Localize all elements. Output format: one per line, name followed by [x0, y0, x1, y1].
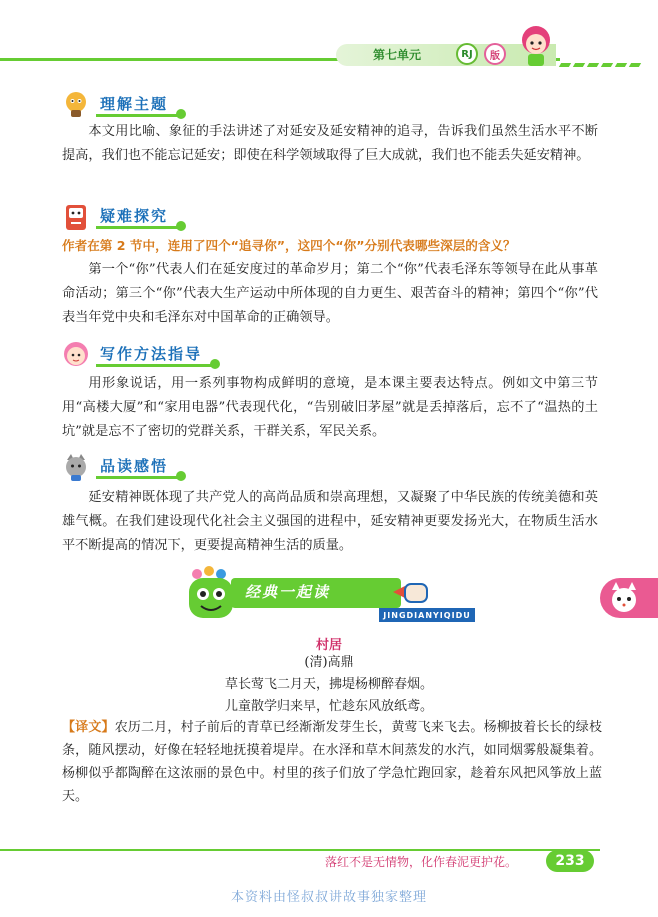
poem-line-1: 草长莺飞二月天，拂堤杨柳醉春烟。 [224, 677, 433, 692]
writing-text: 用形象说话，用一系列事物构成鲜明的意境，是本课主要表达特点。例如文中第三节用“高楼大厦”和“家用电器”代表现代化，“告别破旧茅屋”就是丢掉落后，忘不了“温热的土坑”就是忘不了密切的党群关系，干群关系，军民关系。 [62, 376, 598, 439]
footer-motto: 落红不是无情物，化作春泥更护花。 [325, 855, 518, 869]
lightbulb-mascot-icon [62, 90, 90, 120]
cat-mascot-icon [62, 452, 90, 482]
classic-reading-banner [185, 566, 475, 626]
section-title: 疑难探究 [96, 206, 182, 229]
reading-text: 延安精神既体现了共产党人的高尚品质和崇高理想，又凝聚了中华民族的传统美德和英雄气概。在我们建设现代化社会主义强国的进程中，延安精神更要发扬光大，在物质生活水平不断提高的情况下，更要提高精神生活的质量。 [62, 490, 598, 553]
notebook-mascot-icon [62, 202, 90, 232]
girl-face-icon [62, 340, 90, 370]
watermark-text: 本资料由怪叔叔讲故事独家整理 [230, 890, 427, 905]
page-number: 233 [546, 850, 594, 872]
header-decoration [560, 52, 658, 66]
section-title: 写作方法指导 [96, 344, 216, 367]
puzzle-question: 作者在第 2 节中，连用了四个“追寻你”，这四个“你”分别代表哪些深层的含义？ [62, 238, 516, 253]
poem-translation [62, 716, 602, 808]
footer-line [0, 849, 600, 851]
translation-tag: 【译文】 [62, 720, 115, 735]
fox-face-icon [604, 578, 644, 618]
poem-title: 村居 [315, 638, 342, 653]
section-title: 品读感悟 [96, 456, 182, 479]
side-tab [600, 578, 658, 618]
unit-label: 第七单元 [373, 48, 422, 62]
poem-line-2: 儿童散学归来早，忙趁东风放纸鸢。 [224, 699, 433, 714]
section-heading-writing [62, 340, 216, 370]
girl-mascot-icon [510, 18, 562, 70]
edition-badge-ban: 版 [484, 43, 506, 65]
section-title: 理解主题 [96, 94, 182, 117]
page-header [0, 0, 658, 80]
section-heading-reading [62, 452, 182, 482]
section-heading-theme [62, 90, 182, 120]
translation-text: 农历二月，村子前后的青草已经渐渐发芽生长，黄莺飞来飞去。杨柳披着长长的绿枝条，随风摆动，好像在轻轻地抚摸着堤岸。在水泽和草木间蒸发的水汽，如同烟雾般凝集着。杨柳似乎都陶醉在这浓丽的景色中。村里的孩子们放了学急忙跑回家，趁着东风把风筝放上蓝天。 [62, 720, 602, 804]
edition-badge-rj: RJ [456, 43, 478, 65]
section-heading-puzzle [62, 202, 182, 232]
theme-text: 本文用比喻、象征的手法讲述了对延安及延安精神的追寻，告诉我们虽然生活水平不断提高，我们也不能忘记延安；即使在科学领域取得了巨大成就，我们也不能丢失延安精神。 [62, 124, 598, 163]
poem-author: (清)高鼎 [304, 655, 354, 670]
banner-title: 经典一起读 [245, 583, 331, 601]
banner-pinyin: JINGDIANYIQIDU [379, 608, 475, 622]
puzzle-answer: 第一个“你”代表人们在延安度过的革命岁月；第二个“你”代表毛泽东等领导在此从事革命活动；第三个“你”代表大生产运动中所体现的自力更生、艰苦奋斗的精神；第四个“你”代表当年党中央和毛泽东对中国革命的正确领导。 [62, 262, 598, 325]
pointing-hand-icon [391, 574, 431, 610]
